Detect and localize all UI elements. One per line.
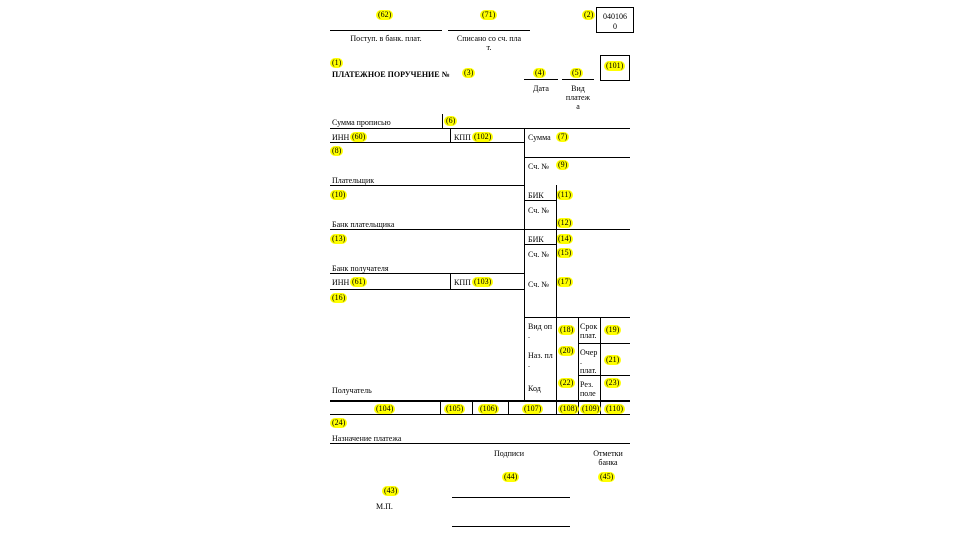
field-code-9: (9) [558,160,568,169]
recipient-inn-kpp-divider [450,273,451,289]
tax-div-3 [508,401,509,414]
date-line [524,79,558,80]
field-code-107: (107) [524,404,542,413]
codes-block-top [524,317,630,318]
field-code-108: (108) [560,404,578,413]
debited-label-l1: Списано со сч. пла [456,34,522,43]
debited-label-l2: т. [486,43,492,52]
signature-line-2[interactable] [452,526,570,527]
main-divider [524,128,525,400]
tax-div-1 [440,401,441,414]
payer-bik-label: БИК [528,191,544,200]
form-title: ПЛАТЕЖНОЕ ПОРУЧЕНИЕ № [332,70,450,79]
form-code-line1: 040106 [603,12,627,21]
tax-div-2 [472,401,473,414]
field-code-15: (15) [558,248,572,257]
sum-words-label: Сумма прописью [332,118,391,127]
recipient-label: Получатель [332,386,372,395]
order-label-l2: . [580,357,582,366]
recipient-inn-label: ИНН [332,278,350,287]
sum-label: Сумма [528,133,551,142]
field-code-17: (17) [558,277,572,286]
signature-line-1[interactable] [452,497,570,498]
field-code-24: (24) [332,418,346,427]
due-bottom [578,343,630,344]
field-code-102: (102) [474,132,492,141]
order-label-l3: плат. [580,366,597,375]
payer-bank-bottom-line [330,229,630,230]
date-label: Дата [533,84,549,93]
field-code-10: (10) [332,190,346,199]
status-box [600,55,630,81]
purpose-label: Назначение платежа [332,434,402,443]
field-code-13: (13) [332,234,346,243]
received-label: Поступ. в банк. плат. [350,34,422,43]
recipient-bank-label: Банк получателя [332,264,389,273]
field-code-62: (62) [378,10,392,19]
debited-line [448,30,530,31]
table-top-line [330,128,630,129]
recipient-bank-divider [556,229,557,317]
field-code-103: (103) [474,277,492,286]
bank-marks-label-l1: Отметки [593,449,623,458]
field-code-16: (16) [332,293,346,302]
field-code-71: (71) [482,10,496,19]
field-code-21: (21) [606,355,620,364]
field-code-5: (5) [572,68,582,77]
field-code-109: (109) [582,404,600,413]
field-code-45: (45) [600,472,614,481]
op-type-label-l2: . [528,331,530,340]
field-code-4: (4) [535,68,545,77]
payer-label: Плательщик [332,176,375,185]
field-code-43: (43) [384,486,398,495]
field-code-2: (2) [584,10,594,19]
stamp-label: М.П. [376,502,393,511]
field-code-20: (20) [560,346,574,355]
field-code-110: (110) [606,404,624,413]
bank-marks-label-l2: банка [598,458,618,467]
pay-type-label-l3: а [576,102,580,111]
due-label-l2: плат. [580,331,597,340]
signatures-label: Подписи [494,449,525,458]
due-label-l1: Срок [580,322,598,331]
form-code-line2: 0 [613,22,617,31]
op-type-label-l1: Вид оп [528,322,552,331]
payer-bank-divider [556,185,557,229]
recipient-kpp-label: КПП [454,278,471,287]
recipient-inn-row-bottom [330,289,524,290]
sum-words-divider [442,114,443,128]
field-code-23: (23) [606,378,620,387]
field-code-1: (1) [332,58,342,67]
purpose-bottom-line [330,443,630,444]
field-code-22: (22) [560,378,574,387]
inn-row-bottom [330,142,524,143]
recipient-bank-acc-label: Сч. № [528,250,549,259]
field-code-61: (61) [352,277,366,286]
code-label: Код [528,384,541,393]
recipient-bik-bottom [524,244,556,245]
purpose-short-label-l2: . [528,360,530,369]
field-code-12: (12) [558,218,572,227]
field-code-60: (60) [352,132,366,141]
purpose-short-label-l1: Наз. пл [528,351,553,360]
inn-label: ИНН [332,133,350,142]
tax-row-bottom [330,414,630,415]
payer-bank-acc-label: Сч. № [528,206,549,215]
order-label-l1: Очер [580,348,598,357]
field-code-101: (101) [606,61,624,70]
kpp-label: КПП [454,133,471,142]
reserve-label-l2: поле [580,389,596,398]
field-code-8: (8) [332,146,342,155]
field-code-11: (11) [558,190,572,199]
field-code-106: (106) [480,404,498,413]
field-code-104: (104) [376,404,394,413]
pay-type-line [562,79,594,80]
field-code-14: (14) [558,234,572,243]
field-code-105: (105) [446,404,464,413]
payer-acc-label: Сч. № [528,162,549,171]
field-code-19: (19) [606,325,620,334]
field-code-7: (7) [558,132,568,141]
sum-row-bottom [524,157,630,158]
recipient-acc-label: Сч. № [528,280,549,289]
order-bottom [578,375,630,376]
tax-row-top [330,400,630,402]
field-code-3: (3) [464,68,474,77]
field-code-18: (18) [560,325,574,334]
field-code-6: (6) [446,116,456,125]
field-code-44: (44) [504,472,518,481]
reserve-label-l1: Рез. [580,380,594,389]
payer-bottom-line [330,185,524,186]
pay-type-label-l2: платеж [565,93,591,102]
recipient-bik-label: БИК [528,235,544,244]
payer-bik-bottom [524,200,556,201]
payer-bank-label: Банк плательщика [332,220,395,229]
inn-kpp-divider [450,128,451,142]
form-code-box [596,7,634,33]
received-line [330,30,442,31]
recipient-bank-bottom-line [330,273,524,274]
pay-type-label-l1: Вид [571,84,585,93]
